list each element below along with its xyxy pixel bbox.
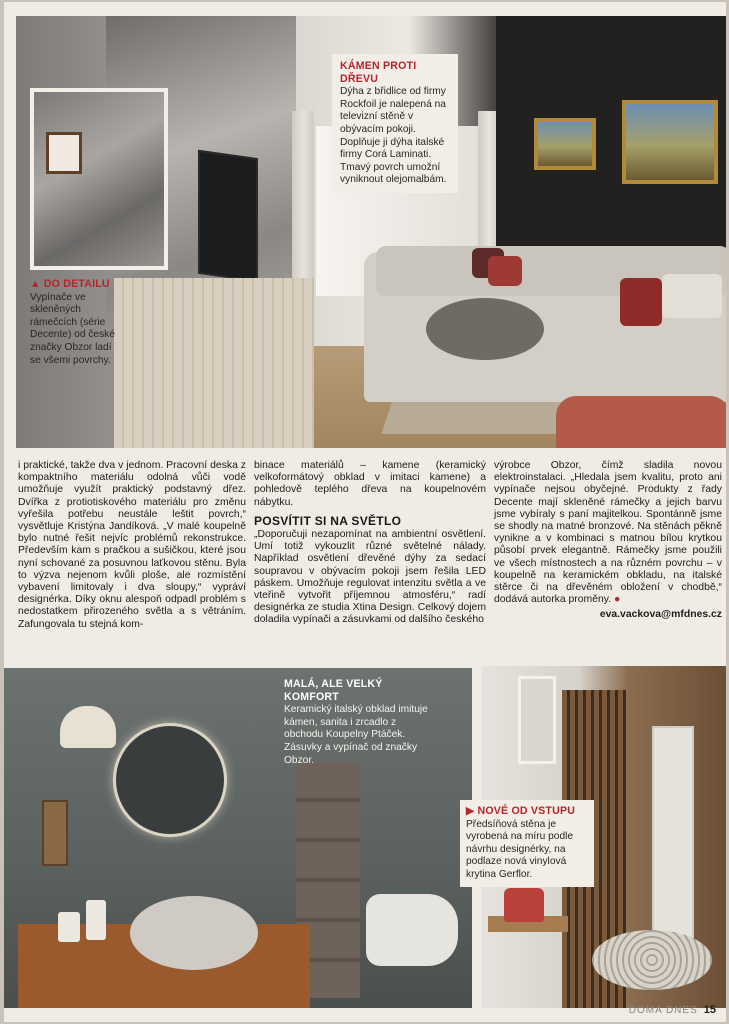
caption-small-bathroom xyxy=(284,678,434,767)
tv-cabinet xyxy=(114,278,314,448)
soap-bottle xyxy=(58,912,80,942)
footer-brand: DOMA DNES xyxy=(628,1005,698,1016)
caption-title: KÁMEN PROTI DŘEVU xyxy=(340,60,417,85)
page-number: 15 xyxy=(703,1004,716,1016)
painting-right xyxy=(622,100,718,184)
pillow xyxy=(488,256,522,286)
living-room-photo xyxy=(16,16,726,448)
paragraph: i praktické, takže dva v jednom. Pracovní deska z kompaktního materiálu odolná vůči vodě umožňuje využít praktický podstavný dřez. Dvířka z protiotiskového materiálu pro změnu vyřešila potřebu neustále leštit povrch,“ vysvětluje Kristýna Jandíková. „V malé koupelně bylo nutné řešit nejvíc problémů rekonstrukce. Především kam s pračkou a sušičkou, které jsou nyní schované za posuvnou laťkovou stěnu. Byla to výzva nejenom kvůli ploše, ale rozmístění vybavení limitovaly i dva sloupy,“ vypráví designérka. Díky oknu alespoň odpadl problém s nedostatkem přirozeného světla a s větráním. Zafungovala tu stejná kom- xyxy=(18,460,246,630)
toilet xyxy=(366,894,458,966)
door xyxy=(652,726,694,946)
article-column-2 xyxy=(254,460,486,627)
pillow xyxy=(620,278,662,326)
paragraph xyxy=(494,460,722,606)
armchair xyxy=(556,396,726,448)
paragraph: binace materiálů – kamene (keramický velkoformátový obklad v imitaci kamene) a pohledově teplého dřeva na koupelnovém nábytku. xyxy=(254,460,486,508)
article-column-3 xyxy=(494,460,722,622)
switch-detail-inset xyxy=(30,88,168,270)
television xyxy=(198,150,258,282)
sink xyxy=(130,896,258,970)
socket-icon xyxy=(42,800,68,866)
article-column-1 xyxy=(18,460,246,631)
pillow xyxy=(662,274,722,318)
coffee-table xyxy=(426,298,544,360)
wall-mirror xyxy=(518,676,556,764)
caption-title: ▶ NOVÉ OD VSTUPU xyxy=(466,805,576,817)
painting-left xyxy=(534,118,596,170)
paragraph-text: výrobce Obzor, čímž sladila novou elektroinstalaci. „Hledala jsem kvalitu, proto ani vypínače nejsou obyčejné. Produkty z řady Decente mají skleněné rámečky a jejich barvu jsme vybíraly s paní majitelkou. Spontánně jsme se shodly na matné bronzové. Na stěnách pěkně vynikne a v kombinaci s matnou bílou krytkou působí prvek elegantně. Rámečky jsme použili ve všech místnostech a na různém povrchu – v koupelně na keramickém obkladu, na italské stěrce či na dřevěném obložení v chodbě,“ dodává autorka proměny. xyxy=(494,460,722,606)
caption-title: ▲ DO DETAILU xyxy=(30,278,110,290)
caption-detail xyxy=(30,278,122,367)
page-footer xyxy=(629,1004,716,1016)
subheading: POSVÍTIT SI NA SVĚTLO xyxy=(254,513,402,528)
magazine-page xyxy=(4,2,726,1022)
handbag xyxy=(504,888,544,922)
caption-text: Dýha z břidlice od firmy Rockfoil je nalepená na televizní stěně v obývacím pokoji. Doplňuje ji dýha italské firmy Corá Laminati. Tmavý povrch umožní vyniknout olejomalbám. xyxy=(340,86,447,186)
end-mark-icon: ● xyxy=(613,594,621,606)
caption-text: Keramický italský obklad imituje kámen, sanita i zrcadlo z obchodu Koupelny Ptáček. Zásuvky a vypínač od značky Obzor. xyxy=(284,704,428,766)
caption-text: Předsíňová stěna je vyrobená na míru podle návrhu designérky, na podlaze nová vinylová krytina Gerflor. xyxy=(466,818,574,880)
round-rug xyxy=(592,930,712,990)
round-mirror xyxy=(116,726,224,834)
author-email: eva.vackova@mfdnes.cz xyxy=(599,609,722,621)
caption-text: Vypínače ve skleněných rámečcích (série Decente) od české značky Obzor ladí se všemi povrchy. xyxy=(30,291,115,366)
switch-icon xyxy=(46,132,82,174)
caption-entry xyxy=(460,800,594,887)
curtain-left xyxy=(292,111,314,301)
caption-stone xyxy=(332,54,458,193)
paragraph: „Doporučuji nezapomínat na ambientní osvětlení. Umí totiž vykouzlit různé světelné nálady. Například osvětlení dřevěné dýhy za sedací soupravou v obývacím pokoji jsem řešila LED páskem. Umožňuje regulovat intenzitu světla a ve vteřině vytvořit příjemnou atmosféru,“ radí designérka ze studia Xtina Design. Celkový dojem doladila vypínači a zásuvkami od dalšího českého xyxy=(254,529,486,626)
caption-title: MALÁ, ALE VELKÝ KOMFORT xyxy=(284,678,383,703)
soap-bottle xyxy=(86,900,106,940)
pendant-lamp xyxy=(60,706,116,748)
